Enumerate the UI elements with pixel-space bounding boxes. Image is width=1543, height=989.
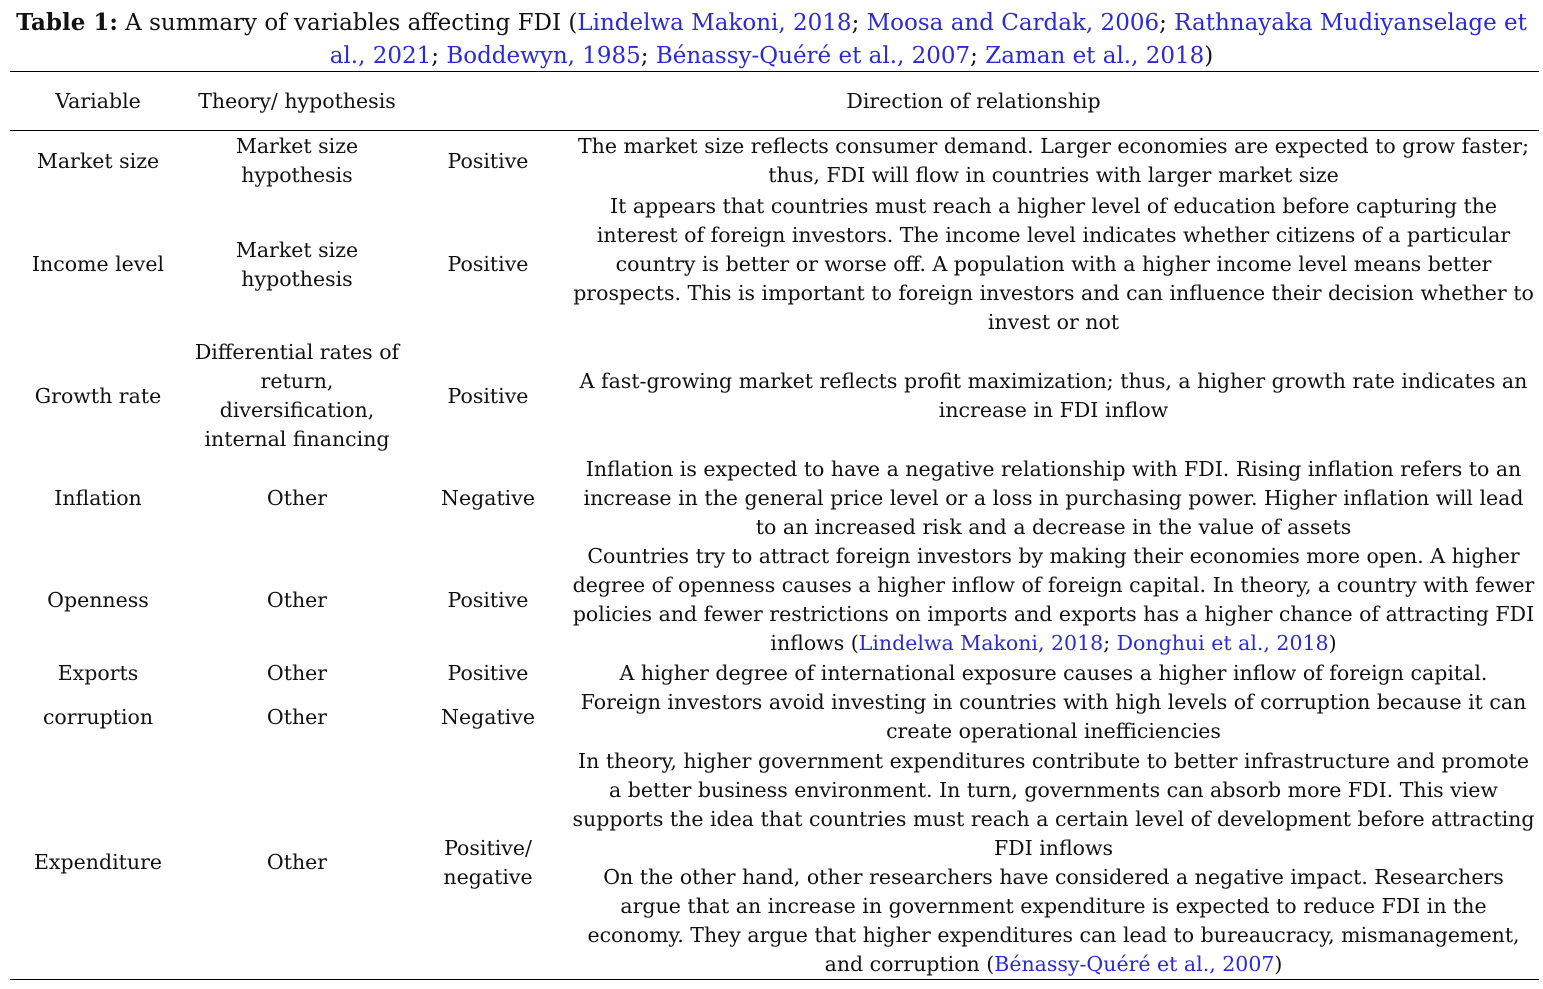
table-row <box>10 746 1539 980</box>
citation-link[interactable]: Donghui et al., 2018 <box>1116 631 1329 655</box>
citation-link[interactable]: Lindelwa Makoni, 2018 <box>577 10 852 36</box>
theory-cell: Other <box>266 850 328 874</box>
citation-link[interactable]: Bénassy-Quéré et al., 2007 <box>994 951 1275 976</box>
sign-cell: Negative <box>441 704 535 729</box>
description-cell: Foreign investors avoid investing in countries with high levels of corruption because it can create operational inefficiencies <box>580 690 1527 743</box>
citation-close: ) <box>1274 951 1283 976</box>
sign-cell: Positive <box>447 148 529 173</box>
theory-cell: Other <box>266 587 328 612</box>
separator: ; <box>970 43 986 69</box>
variable-cell: Income level <box>31 252 165 276</box>
variable-cell: Growth rate <box>34 383 162 408</box>
table-row <box>10 191 1539 338</box>
sign-cell: Positive/ negative <box>443 835 533 889</box>
citation-link[interactable]: Rathnayaka Mudiyanselage et al., 2021 <box>329 10 1527 69</box>
header-theory: Theory/ hypothesis <box>198 88 396 113</box>
theory-cell: Differential rates of return, diversification, internal financing <box>194 340 400 451</box>
description-cell <box>568 542 1539 658</box>
separator: ; <box>1103 631 1117 655</box>
sign-cell: Negative <box>441 485 535 510</box>
caption-close: ) <box>1204 43 1214 69</box>
variable-cell: Expenditure <box>33 850 163 874</box>
description-cell: A fast-growing market reflects profit maximization; thus, a higher growth rate indicates an increase in FDI inflow <box>579 369 1528 422</box>
citation-link[interactable]: Lindelwa Makoni, 2018 <box>858 631 1104 655</box>
variable-cell: Exports <box>57 660 139 685</box>
description-cell: It appears that countries must reach a higher level of education before capturing the interest of foreign investors. The income level indicates whether citizens of a particular country is better or worse off. A population with a higher income level means better prospects. This is important to foreign investors and can influence their decision whether to invest or not <box>573 194 1534 334</box>
description-cell: Inflation is expected to have a negative relationship with FDI. Rising inflation refers to an increase in the general price level or a loss in purchasing power. Higher inflation will lead to an increased risk and a decrease in the value of assets <box>583 456 1524 539</box>
sign-cell: Positive <box>447 587 529 612</box>
table-label: Table 1: <box>16 9 118 36</box>
variable-cell: corruption <box>42 704 154 729</box>
header-row <box>10 72 1539 131</box>
citation-close: ) <box>1328 631 1337 655</box>
separator: ; <box>851 10 867 36</box>
sign-cell: Positive <box>447 383 529 408</box>
variable-cell: Openness <box>47 587 149 612</box>
table-row <box>10 131 1539 192</box>
separator: ; <box>640 43 656 69</box>
sign-cell: Positive <box>447 252 529 276</box>
description-text: On the other hand, other researchers have considered a negative impact. Researchers argue that an increase in government expenditure is expected to reduce FDI in the economy. They argue that higher expenditures can lead to bureaucracy, mismanagement, and corruption ( <box>587 864 1520 976</box>
description-text-continued <box>570 863 1537 979</box>
description-cell: The market size reflects consumer demand. Larger economies are expected to grow faster; thus, FDI will flow in countries with larger market size <box>577 134 1530 187</box>
theory-cell: Market size hypothesis <box>235 134 359 187</box>
theory-cell: Other <box>266 704 328 729</box>
description-cell <box>568 746 1539 980</box>
header-variable: Variable <box>55 88 141 113</box>
theory-cell: Market size hypothesis <box>235 237 359 291</box>
citation-link[interactable]: Moosa and Cardak, 2006 <box>866 10 1160 36</box>
description-text: Countries try to attract foreign investors by making their economies more open. A higher degree of openness causes a higher inflow of foreign capital. In theory, a country with fewer policies and fewer restrictions on imports and exports has a higher chance of attracting FDI inflows ( <box>572 544 1535 655</box>
description-text: In theory, higher government expenditures contribute to better infrastructure and promote a better business environment. In turn, governments can absorb more FDI. This view supports the idea that countries must reach a certain level of development before attracting FDI inflows <box>572 748 1535 860</box>
table-row <box>10 542 1539 658</box>
separator: ; <box>431 43 447 69</box>
citation-link[interactable]: Bénassy-Quéré et al., 2007 <box>655 43 971 69</box>
table-row <box>10 688 1539 746</box>
table-row <box>10 658 1539 688</box>
table-row <box>10 338 1539 454</box>
theory-cell: Other <box>266 485 328 510</box>
table-caption <box>10 6 1533 73</box>
header-direction: Direction of relationship <box>846 88 1101 113</box>
description-cell: A higher degree of international exposure causes a higher inflow of foreign capital. <box>619 660 1488 685</box>
sign-cell: Positive <box>447 660 529 685</box>
citation-link[interactable]: Zaman et al., 2018 <box>985 43 1205 69</box>
separator: ; <box>1159 10 1175 36</box>
citation-link[interactable]: Boddewyn, 1985 <box>446 43 641 69</box>
table-row <box>10 454 1539 542</box>
caption-text: A summary of variables affecting FDI ( <box>117 10 578 36</box>
fdi-variables-table <box>10 71 1539 980</box>
variable-cell: Inflation <box>54 485 142 510</box>
theory-cell: Other <box>266 660 328 685</box>
variable-cell: Market size <box>36 148 160 173</box>
